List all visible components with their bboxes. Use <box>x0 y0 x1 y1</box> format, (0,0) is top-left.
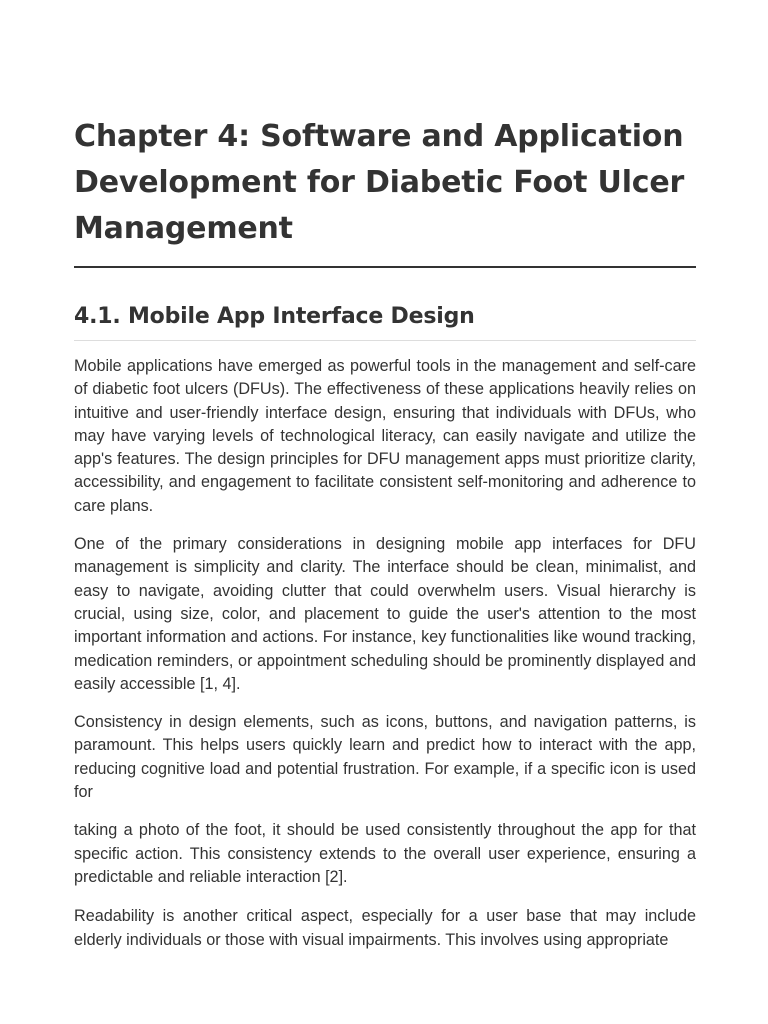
paragraph-simplicity: One of the primary considerations in designing mobile app interfaces for DFU management is simplicity and clarity. The interface should be clean, minimalist, and easy to navigate, avoiding clutter that could overwhelm users. Visual hierarchy is crucial, using size, color, and placement to guide the user's attention to the most important information and actions. For instance, key functionalities like wound tracking, medication reminders, or appointment scheduling should be prominently displayed and easily accessible [1, 4]. <box>74 535 696 693</box>
paragraph-intro: Mobile applications have emerged as powerful tools in the management and self-care of diabetic foot ulcers (DFUs). The effectiveness of these applications heavily relies on intuitive and user-friendly interface design, ensuring that individuals with DFUs, who may have varying levels of technological literacy, can easily navigate and utilize the app's features. The design principles for DFU management apps must prioritize clarity, accessibility, and engagement to facilitate consistent self-monitoring and adherence to care plans. <box>74 357 696 515</box>
section-title: 4.1. Mobile App Interface Design <box>74 302 696 341</box>
paragraph-readability: Readability is another critical aspect, especially for a user base that may include elderly individuals or those with visual impairments. This involves using appropriate <box>74 907 696 949</box>
paragraph-consistency: Consistency in design elements, such as icons, buttons, and navigation patterns, is paramount. This helps users quickly learn and predict how to interact with the app, reducing cognitive load and potential frustration. For example, if a specific icon is used for <box>74 713 696 802</box>
paragraph-consistency-continued: taking a photo of the foot, it should be used consistently throughout the app for that specific action. This consistency extends to the overall user experience, ensuring a predictable and reliable interaction [2]. <box>74 821 696 886</box>
chapter-title: Chapter 4: Software and Application Development for Diabetic Foot Ulcer Management <box>74 114 696 268</box>
document-page <box>74 114 696 952</box>
